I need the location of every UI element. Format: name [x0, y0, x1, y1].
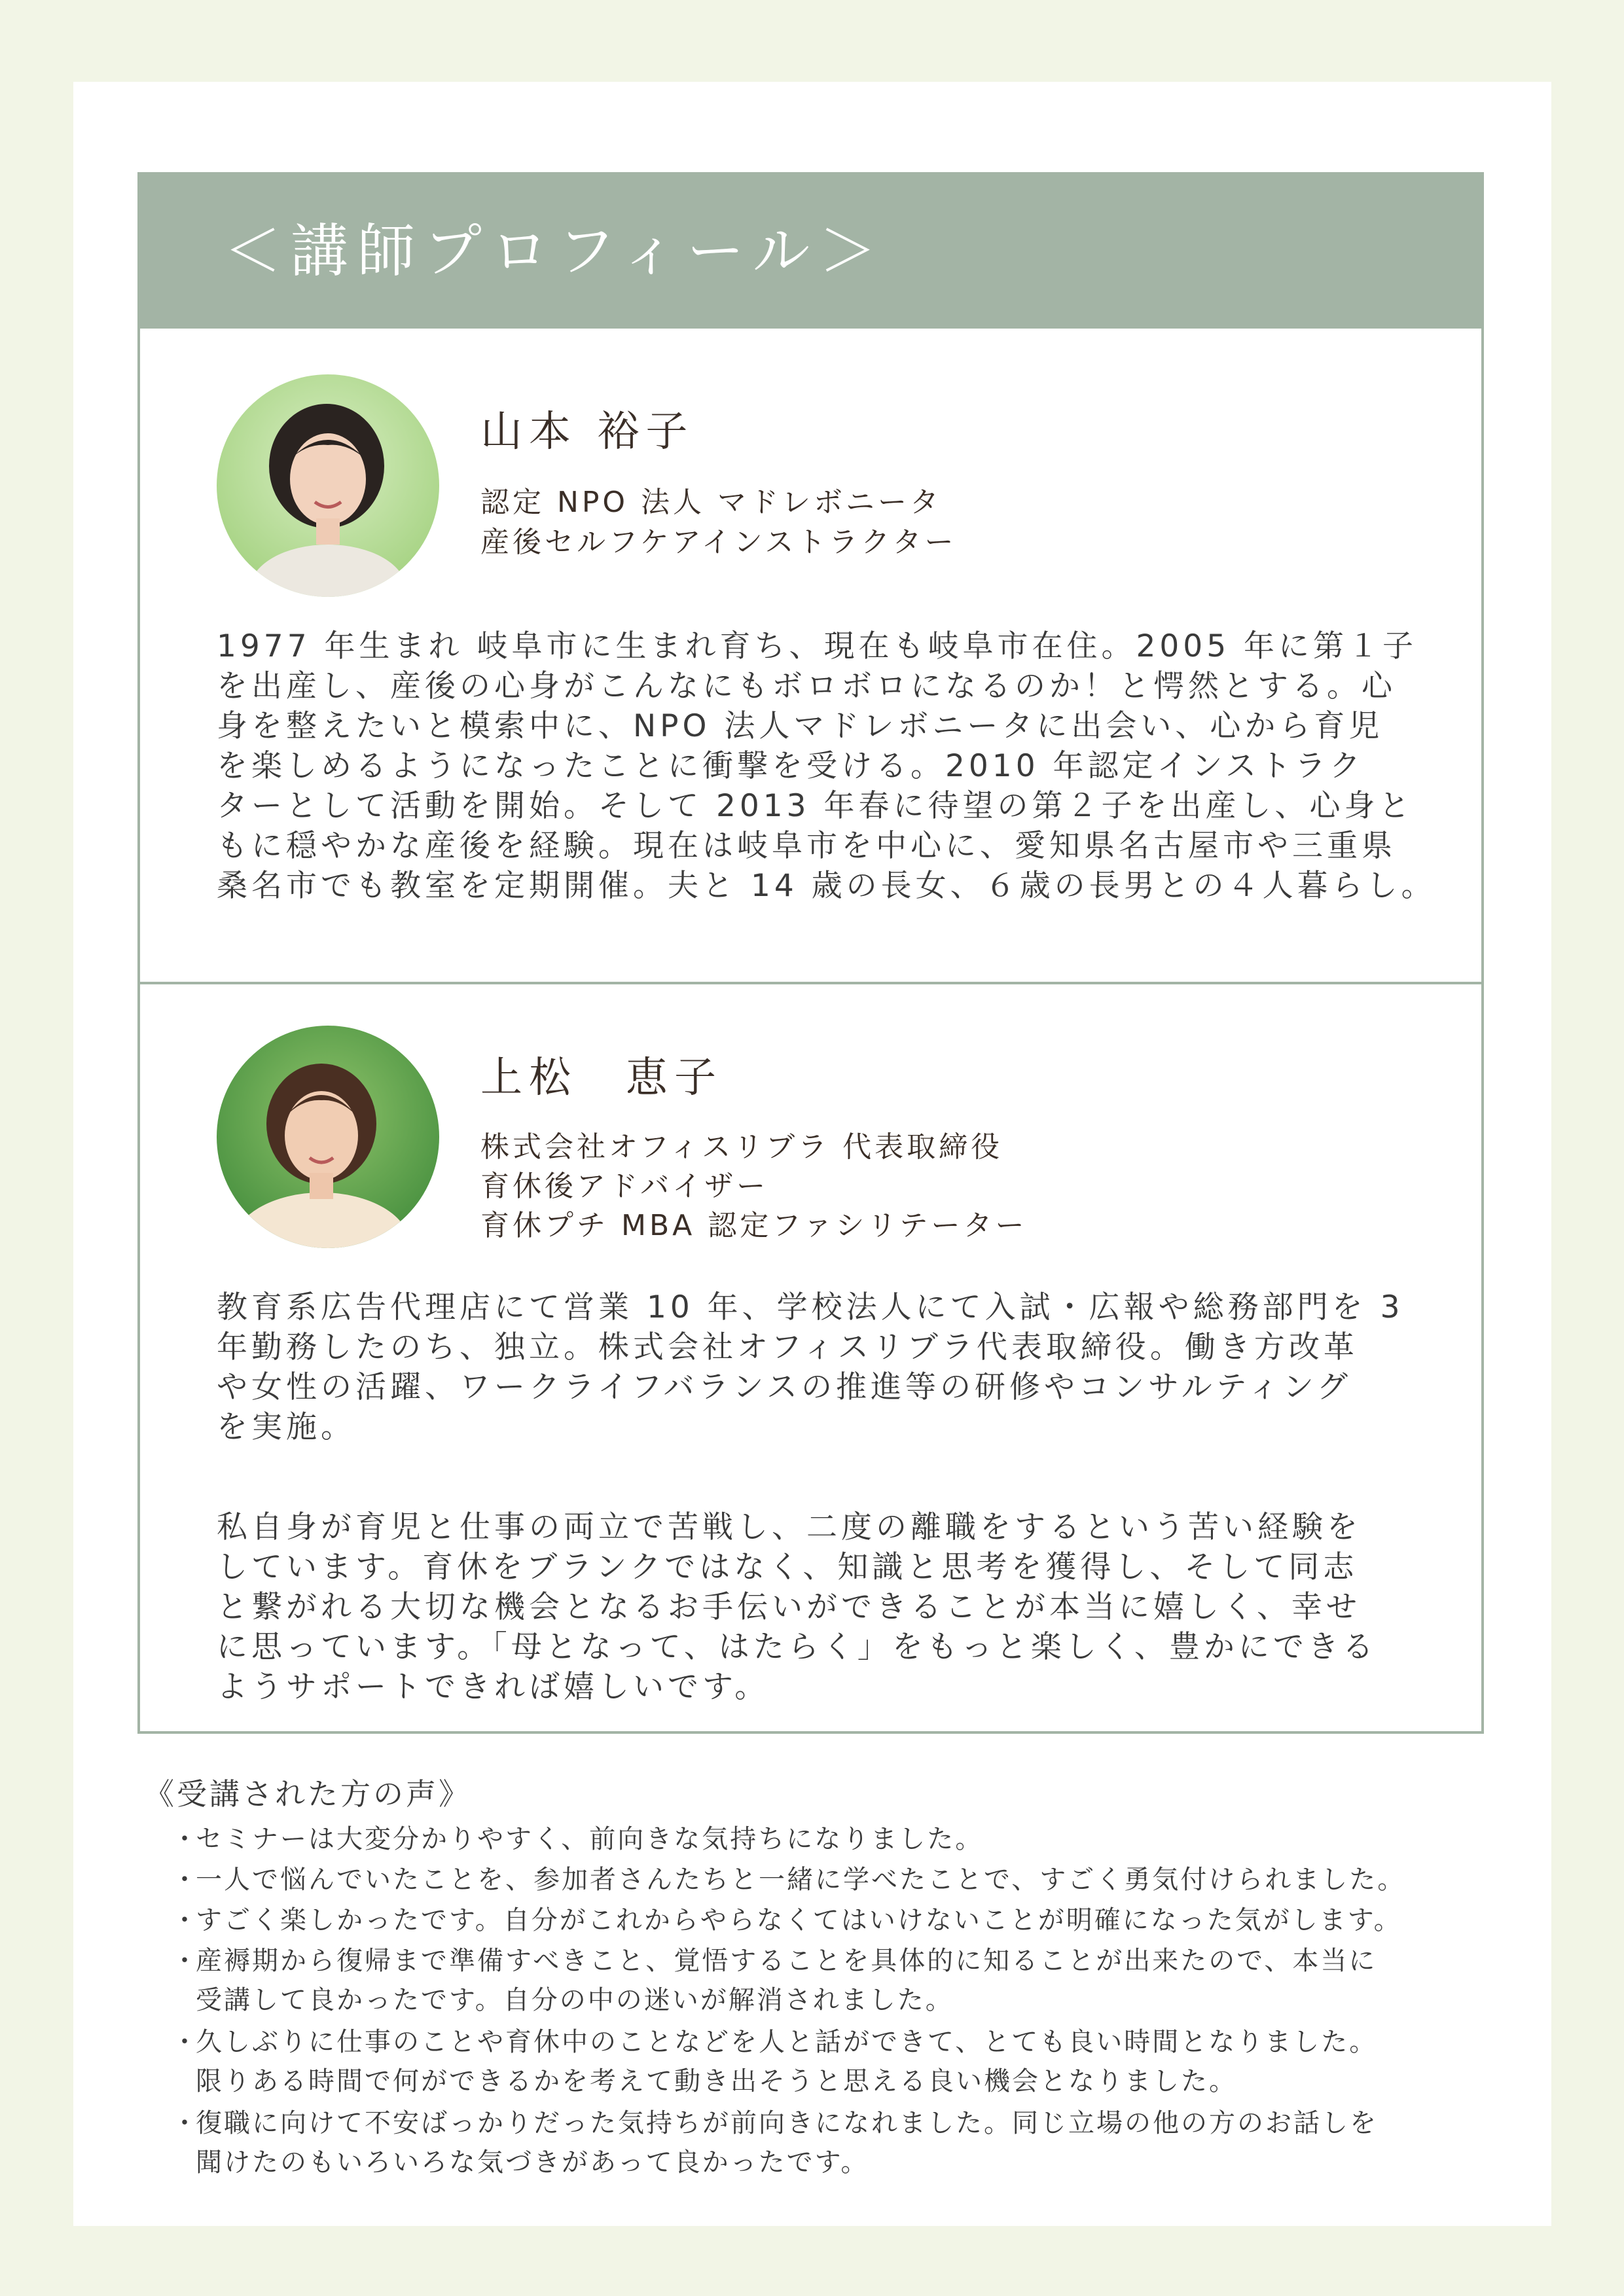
instructor-2-title-3: 育休プチ MBA 認定ファシリテーター — [480, 1209, 1028, 1242]
voices-heading: 《受講された方の声》 — [144, 1776, 471, 1812]
voice-item — [171, 1860, 1405, 1899]
bio-line: もに穏やかな産後を経験。現在は岐阜市を中心に、愛知県名古屋市や三重県 — [217, 828, 1396, 864]
voice-text: すごく楽しかったです。自分がこれからやらなくてはいけないことが明確になった気がします。 — [196, 1905, 1402, 1935]
bio-line: に思っています。「母となって、はたらく」をもっと楽しく、豊かにできる — [217, 1629, 1377, 1665]
profile-heading: ＜講師プロフィール＞ — [224, 217, 886, 285]
instructor-1-name: 山本 裕子 — [480, 408, 695, 456]
instructor-1-bio — [217, 626, 1436, 906]
bio-line: を楽しめるようになったことに衝撃を受ける。2010 年認定インストラク — [217, 748, 1365, 784]
instructor-1-title-1: 認定 NPO 法人 マドレボニータ — [480, 486, 943, 519]
voice-item — [171, 2022, 1377, 2101]
bullet: ・ — [171, 1946, 200, 1976]
bullet: ・ — [171, 1865, 200, 1895]
bio-line: を出産し、産後の心身がこんなにもボロボロになるのか！と愕然とする。心 — [217, 668, 1396, 704]
voice-item — [171, 1941, 1377, 2020]
instructor-2-photo — [217, 1026, 439, 1248]
bio-line: ターとして活動を開始。そして 2013 年春に待望の第２子を出産し、心身と — [217, 788, 1414, 824]
instructor-1-title-2: 産後セルフケアインストラクター — [480, 526, 957, 559]
bio-line: 桑名市でも教室を定期開催。夫と 14 歳の長女、６歳の長男との４人暮らし。 — [217, 868, 1436, 904]
instructor-1-photo — [217, 374, 439, 597]
bio-line: や女性の活躍、ワークライフバランスの推進等の研修やコンサルティング — [217, 1369, 1352, 1405]
voice-text-cont: 聞けたのもいろいろな気づきがあって良かったです。 — [196, 2147, 869, 2178]
instructor-2-title-2: 育休後アドバイザー — [480, 1170, 769, 1203]
profile-header-bar — [140, 175, 1481, 329]
voice-text: セミナーは大変分かりやすく、前向きな気持ちになりました。 — [196, 1824, 984, 1854]
instructor-2-name: 上松 恵子 — [480, 1054, 723, 1102]
bio-line: 身を整えたいと模索中に、NPO 法人マドレボニータに出会い、心から育児 — [217, 708, 1384, 744]
bio-line: 教育系広告代理店にて営業 10 年、学校法人にて入試・広報や総務部門を 3 — [217, 1289, 1404, 1325]
instructor-2-bio — [217, 1287, 1421, 1447]
bullet: ・ — [171, 1824, 200, 1854]
voice-text: 久しぶりに仕事のことや育休中のことなどを人と話ができて、とても良い時間となりました。 — [196, 2027, 1378, 2057]
instructor-profile-card — [137, 172, 1484, 1734]
bio-line: ようサポートできれば嬉しいです。 — [217, 1669, 770, 1705]
bio-line: を実施。 — [217, 1409, 355, 1445]
voice-text: 産褥期から復帰まで準備すべきこと、覚悟することを具体的に知ることが出来たので、本当に — [196, 1946, 1377, 1976]
bullet: ・ — [171, 2108, 200, 2138]
voice-item — [171, 2104, 1378, 2182]
voice-text-cont: 受講して良かったです。自分の中の迷いが解消されました。 — [196, 1985, 954, 2015]
voice-text-cont: 限りある時間で何ができるかを考えて動き出そうと思える良い機会となりました。 — [196, 2066, 1237, 2096]
page-sheet — [73, 82, 1551, 2226]
voice-item — [171, 1901, 1402, 1940]
bullet: ・ — [171, 1905, 200, 1935]
voice-text: 一人で悩んでいたことを、参加者さんたちと一緒に学べたことで、すごく勇気付けられました。 — [196, 1865, 1406, 1895]
bio-line: 年勤務したのち、独立。株式会社オフィスリブラ代表取締役。働き方改革 — [217, 1329, 1358, 1365]
bio-line: 1977 年生まれ 岐阜市に生まれ育ち、現在も岐阜市在住。2005 年に第１子 — [217, 628, 1418, 664]
bio-line: 私自身が育児と仕事の両立で苦戦し、二度の離職をするという苦い経験を — [217, 1509, 1362, 1545]
voice-text: 復職に向けて不安ばっかりだった気持ちが前向きになれました。同じ立場の他の方のお話しを — [196, 2108, 1378, 2138]
voice-item — [171, 1820, 983, 1859]
bio-line: と繋がれる大切な機会となるお手伝いができることが本当に嬉しく、幸せ — [217, 1589, 1362, 1625]
instructor-2-bio-paragraph-2 — [217, 1507, 1421, 1707]
bio-line: しています。育休をブランクではなく、知識と思考を獲得し、そして同志 — [217, 1549, 1358, 1585]
bullet: ・ — [171, 2027, 200, 2057]
instructor-2-title-1: 株式会社オフィスリブラ 代表取締役 — [480, 1130, 1003, 1164]
section-divider — [140, 982, 1481, 984]
